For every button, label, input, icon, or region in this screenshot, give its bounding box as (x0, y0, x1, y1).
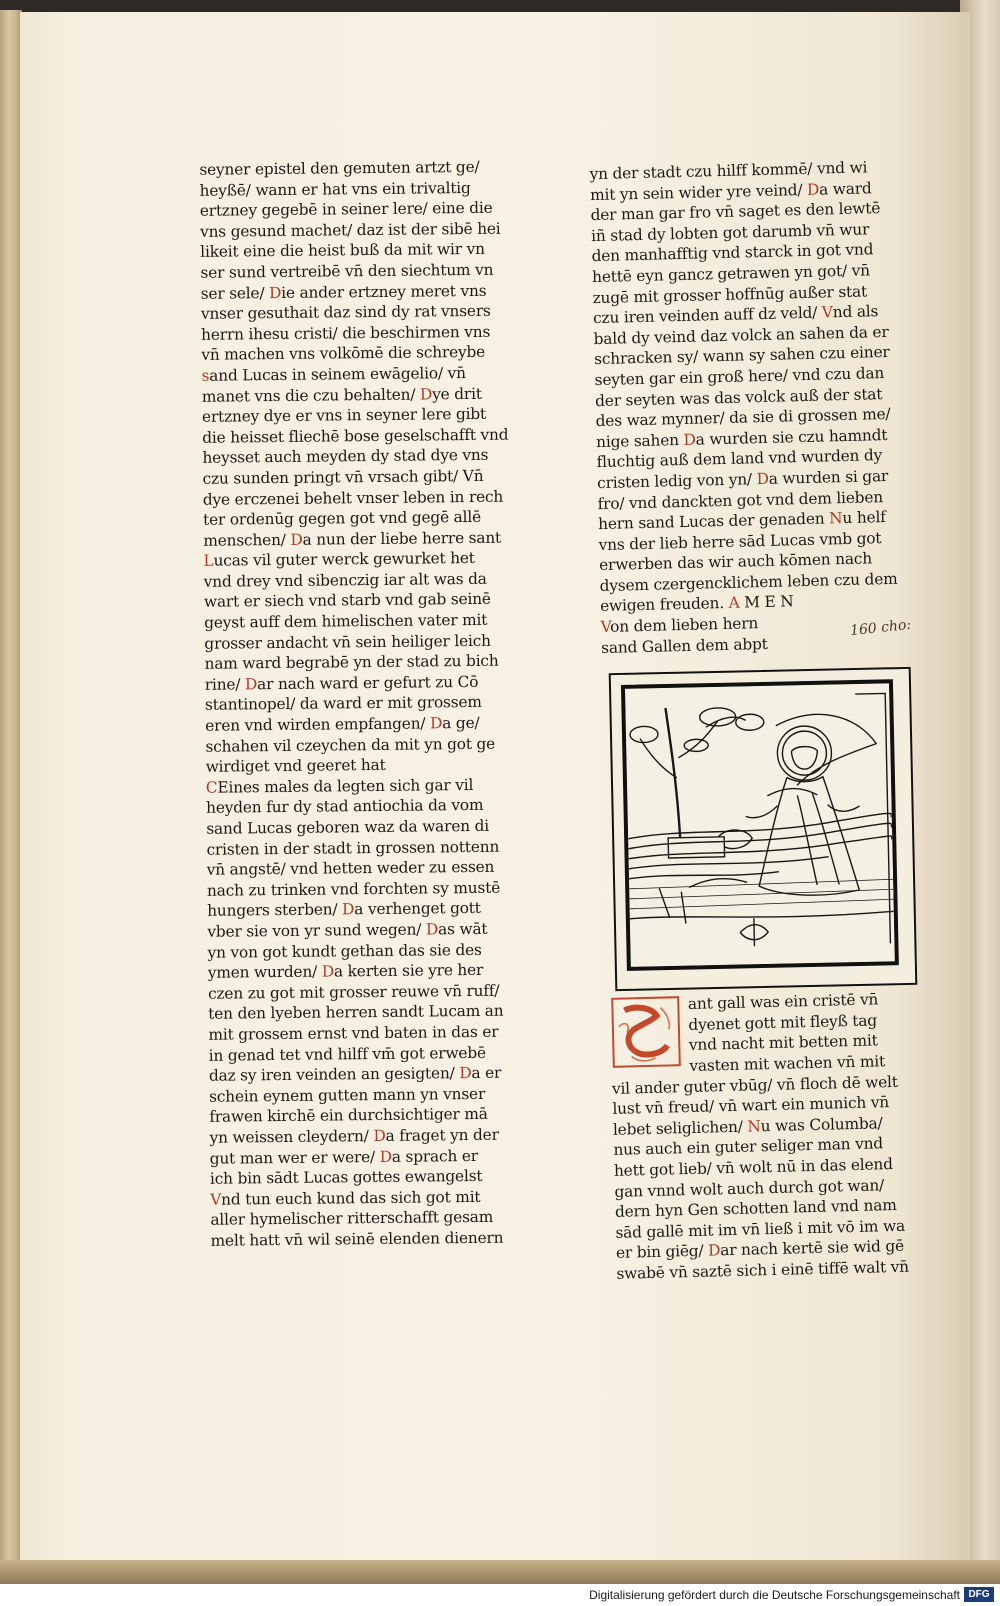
text-line: seyten gar ein groß here/ vnd czu dan (594, 363, 885, 390)
text-line: heysset auch meyden dy stad dye vns (202, 446, 489, 468)
text-line: sand Gallen dem abpt (600, 634, 768, 657)
text-line: Vnd tun euch kund das sich got mit (210, 1187, 481, 1209)
text-line: zugē mit grosser hoffnūg außer stat (592, 281, 868, 307)
rubricated-initial: D (379, 1147, 392, 1166)
text-line: hett got lieb/ vn̄ wolt nū in das elend (613, 1155, 893, 1180)
text-line: vnd drey vnd sibenczig iar alt was da (203, 569, 487, 591)
text-line: stantinopel/ da ward er mit grossem (204, 693, 482, 715)
rubricated-initial: C (205, 778, 218, 797)
text-line: yn von got kundt gethan das sie des (207, 940, 482, 962)
text-line: ant gall was ein cristē vn̄ (687, 990, 879, 1014)
text-line: vil ander guter vbūg/ vn̄ floch dē welt (611, 1072, 898, 1098)
text-line: ser sele/ Die ander ertzney meret vns (200, 281, 487, 303)
text-line: vn̄ angstē/ vnd hetten weder zu essen (206, 857, 495, 879)
rubricated-initial: D (290, 530, 303, 549)
text-line: dyenet gott mit fleyß tag (688, 1011, 878, 1034)
text-line: daz sy iren veinden an gesigten/ Da er (208, 1063, 502, 1085)
text-line: lebet seliglichen/ Nu was Columba/ (612, 1114, 883, 1139)
text-line: schahen vil czeychen da mit yn got ge (205, 734, 496, 756)
text-line: heyßē/ wann er hat vns ein trivaltig (199, 178, 471, 200)
rubricated-initial: D (342, 900, 355, 919)
woodcut-picture (621, 679, 899, 971)
rubricated-initial: D (683, 430, 696, 449)
text-line: vns gesund machet/ daz ist der sibē hei (199, 219, 501, 241)
text-line: manet vns die czu behalten/ Dye drit (201, 384, 482, 406)
rubricated-initial: D (425, 920, 439, 939)
text-line: schein eynem gutten mann yn vnser (209, 1084, 486, 1106)
woodcut-illustration (609, 667, 918, 991)
woodcut-drawing (625, 683, 895, 966)
text-line: bald dy veind daz volck an sahen da er (593, 322, 889, 348)
text-line: wirdiget vnd geeret hat (205, 756, 386, 776)
text-line: fro/ vnd danckten got vnd dem lieben (597, 487, 884, 513)
footer-credit: Digitalisierung gefördert durch die Deutsche Forschungsgemeinschaft (589, 1588, 960, 1602)
handwritten-margin-note: 160 cho: (849, 616, 912, 640)
text-line: heyden fur dy stad antiochia da vom (205, 796, 484, 818)
rubricated-initial: D (459, 1064, 472, 1083)
text-line: ser sund vertreibē vn̄ den siechtum vn (200, 260, 494, 282)
text-line: dysem czergencklichem leben czu dem (599, 569, 898, 595)
rubricated-initial: s (201, 366, 210, 385)
rubricated-initial: N (828, 509, 843, 528)
text-line: in genad tet vnd hilff vm̄ got erwebē (208, 1043, 486, 1065)
text-line: yn der stadt czu hilff kommē/ vnd wi (589, 158, 868, 184)
rubricated-initial: D (244, 675, 258, 694)
text-line: vnser gesuthait daz sind dy rat vnsers (200, 301, 491, 323)
text-line: sand Lucas geboren waz da waren di (206, 816, 490, 838)
text-line: ertzney dye er vns in seyner lere gibt (201, 404, 487, 426)
text-line: er bin giēg/ Dar nach kertē sie wid gē (615, 1237, 905, 1263)
text-line: ten den lyeben herren sandt Lucam an (208, 1002, 504, 1024)
text-line: vns der lieb herre sād Lucas vmb got (598, 528, 882, 554)
text-line: geyst auff dem himelischen vater mit (204, 610, 488, 632)
text-line: dye erczenei behelt vnser leben in rech (202, 487, 504, 509)
text-line: nach zu trinken vnd forchten sy mustē (206, 878, 501, 900)
rubricated-initial: D (429, 714, 443, 733)
dfg-logo: DFG (964, 1587, 994, 1602)
text-line: czu sunden pringt vn̄ vrsach gibt/ Vn̄ (202, 466, 484, 488)
text-line: vn̄ machen vns volkōmē die schreybe (201, 343, 486, 365)
rubricated-initial: D (373, 1126, 386, 1145)
text-line: swabē vn̄ saztē sich i einē tiffē walt vn̄ (616, 1257, 910, 1283)
text-line: hern sand Lucas der genaden Nu helf (597, 508, 886, 534)
text-line: likeit eine die heist buß da mit wir vn (200, 240, 485, 262)
text-line: herrn ihesu cristi/ die beschirmen vns (201, 322, 491, 344)
text-line: des waz mynner/ da sie di grossen me/ (595, 405, 891, 431)
text-line: die heisset fliechē bose geselschafft vnd (202, 425, 509, 447)
text-line: ter ordenūg gegen got vnd gegē allē (202, 507, 482, 529)
text-line: der man gar fro vn̄ saget es den lewtē (590, 199, 881, 225)
text-line: gan vnnd wolt auch durch got wan/ (614, 1175, 885, 1201)
text-line: eren vnd wirden empfangen/ Da ge/ (205, 713, 480, 735)
text-line: aller hymelischer ritterschafft gesam (210, 1208, 494, 1230)
text-line: Von dem lieben hern (600, 614, 759, 637)
text-line: Lucas vil guter werck gewurket het (203, 549, 475, 571)
text-line: sand Lucas in seinem ewāgelio/ vn̄ (201, 363, 466, 385)
text-line: sād gallē mit im vn̄ ließ i mit vō im wa (615, 1216, 906, 1242)
text-line: vber sie von yr sund wegen/ Das wāt (207, 919, 488, 941)
book-fore-edge (0, 10, 22, 1570)
text-line: den manhafftig vnd starck in got vnd (591, 240, 874, 266)
rubricated-initial: A (728, 594, 740, 613)
book-bottom-edge (0, 1560, 1000, 1584)
text-line: czen zu got mit grosser reuwe vn̄ ruff/ (207, 981, 500, 1003)
drop-cap-initial (610, 995, 682, 1069)
text-line: grosser andacht vn̄ sein heiliger leich (204, 631, 491, 653)
text-line: vasten mit wachen vn̄ mit (689, 1052, 886, 1076)
text-line: vnd nacht mit betten mit (688, 1031, 878, 1055)
text-line: fluchtig auß dem land vnd wurden dy (596, 446, 883, 472)
text-line: wart er siech vnd starb vnd gab seinē (203, 590, 491, 612)
rubricated-initial: N (747, 1117, 761, 1136)
text-line: ich bin sādt Lucas gottes ewangelst (209, 1166, 483, 1188)
text-line: rine/ Dar nach ward er gefurt zu Cō (204, 672, 479, 694)
text-line: hungers sterben/ Da verhenget gott (207, 899, 481, 921)
text-line: melt hatt vn̄ wil seinē elenden dienern (210, 1228, 504, 1250)
text-line: menschen/ Da nun der liebe herre sant (203, 528, 502, 550)
text-line: nam ward begrabē yn der stad zu bich (204, 651, 499, 674)
text-line: frawen kirchē ein durchsichtiger mā (209, 1105, 488, 1127)
text-line: seyner epistel den gemuten artzt ge/ (199, 157, 480, 179)
text-line: CEines males da legten sich gar vil (205, 775, 474, 797)
decorated-initial-s (610, 995, 682, 1069)
text-line: yn weissen cleydern/ Da fraget yn der (209, 1125, 499, 1147)
text-line: ertzney gegebē in seiner lere/ eine die (199, 198, 493, 220)
text-line: hettē eyn gancz getrawen yn got/ vn̄ (591, 261, 871, 287)
text-line: ewigen freuden. A M E N (599, 592, 794, 616)
text-line: cristen ledig von yn/ Da wurden si gar (596, 466, 889, 492)
text-line: iñ stad dy lobten got darumb vn̄ wur (590, 220, 870, 245)
text-line: dern hyn Gen schotten land vnd nam (614, 1196, 897, 1222)
rubricated-initial: D (321, 962, 335, 981)
text-line: der seyten was das volck auß der stat (594, 384, 883, 410)
text-line: erwerben das wir auch kōmen nach (598, 549, 873, 575)
text-line: nige sahen Da wurden sie czu hamndt (595, 425, 888, 451)
text-line: gut man wer er were/ Da sprach er (209, 1146, 478, 1168)
rubricated-initial: D (806, 180, 820, 199)
rubricated-initial: D (756, 469, 769, 489)
text-line: cristen in der stadt in grossen nottenn (206, 837, 500, 859)
rubricated-initial: V (600, 617, 611, 637)
rubricated-initial: D (268, 283, 282, 302)
left-text-column (199, 156, 550, 1251)
rubricated-initial: L (203, 551, 214, 571)
text-line: lust vn̄ freud/ vn̄ wart ein munich vn̄ (612, 1093, 890, 1119)
rubricated-initial: D (419, 384, 433, 404)
text-line: nus auch ein guter seliger man vnd (613, 1134, 884, 1160)
footer-bar (0, 1584, 1000, 1606)
text-line: ymen wurden/ Da kerten sie yre her (207, 961, 484, 982)
text-line: mit yn sein wider yre veind/ Da ward (589, 178, 872, 204)
text-line: mit grossem ernst vnd baten in das er (208, 1022, 499, 1044)
rubricated-initial: V (821, 303, 834, 322)
rubricated-initial: D (707, 1241, 721, 1260)
text-line: czu iren veinden auff dz veld/ Vnd als (592, 302, 879, 328)
rubricated-initial: V (210, 1190, 222, 1209)
text-line: schracken sy/ wann sy sahen czu einer (593, 343, 890, 369)
